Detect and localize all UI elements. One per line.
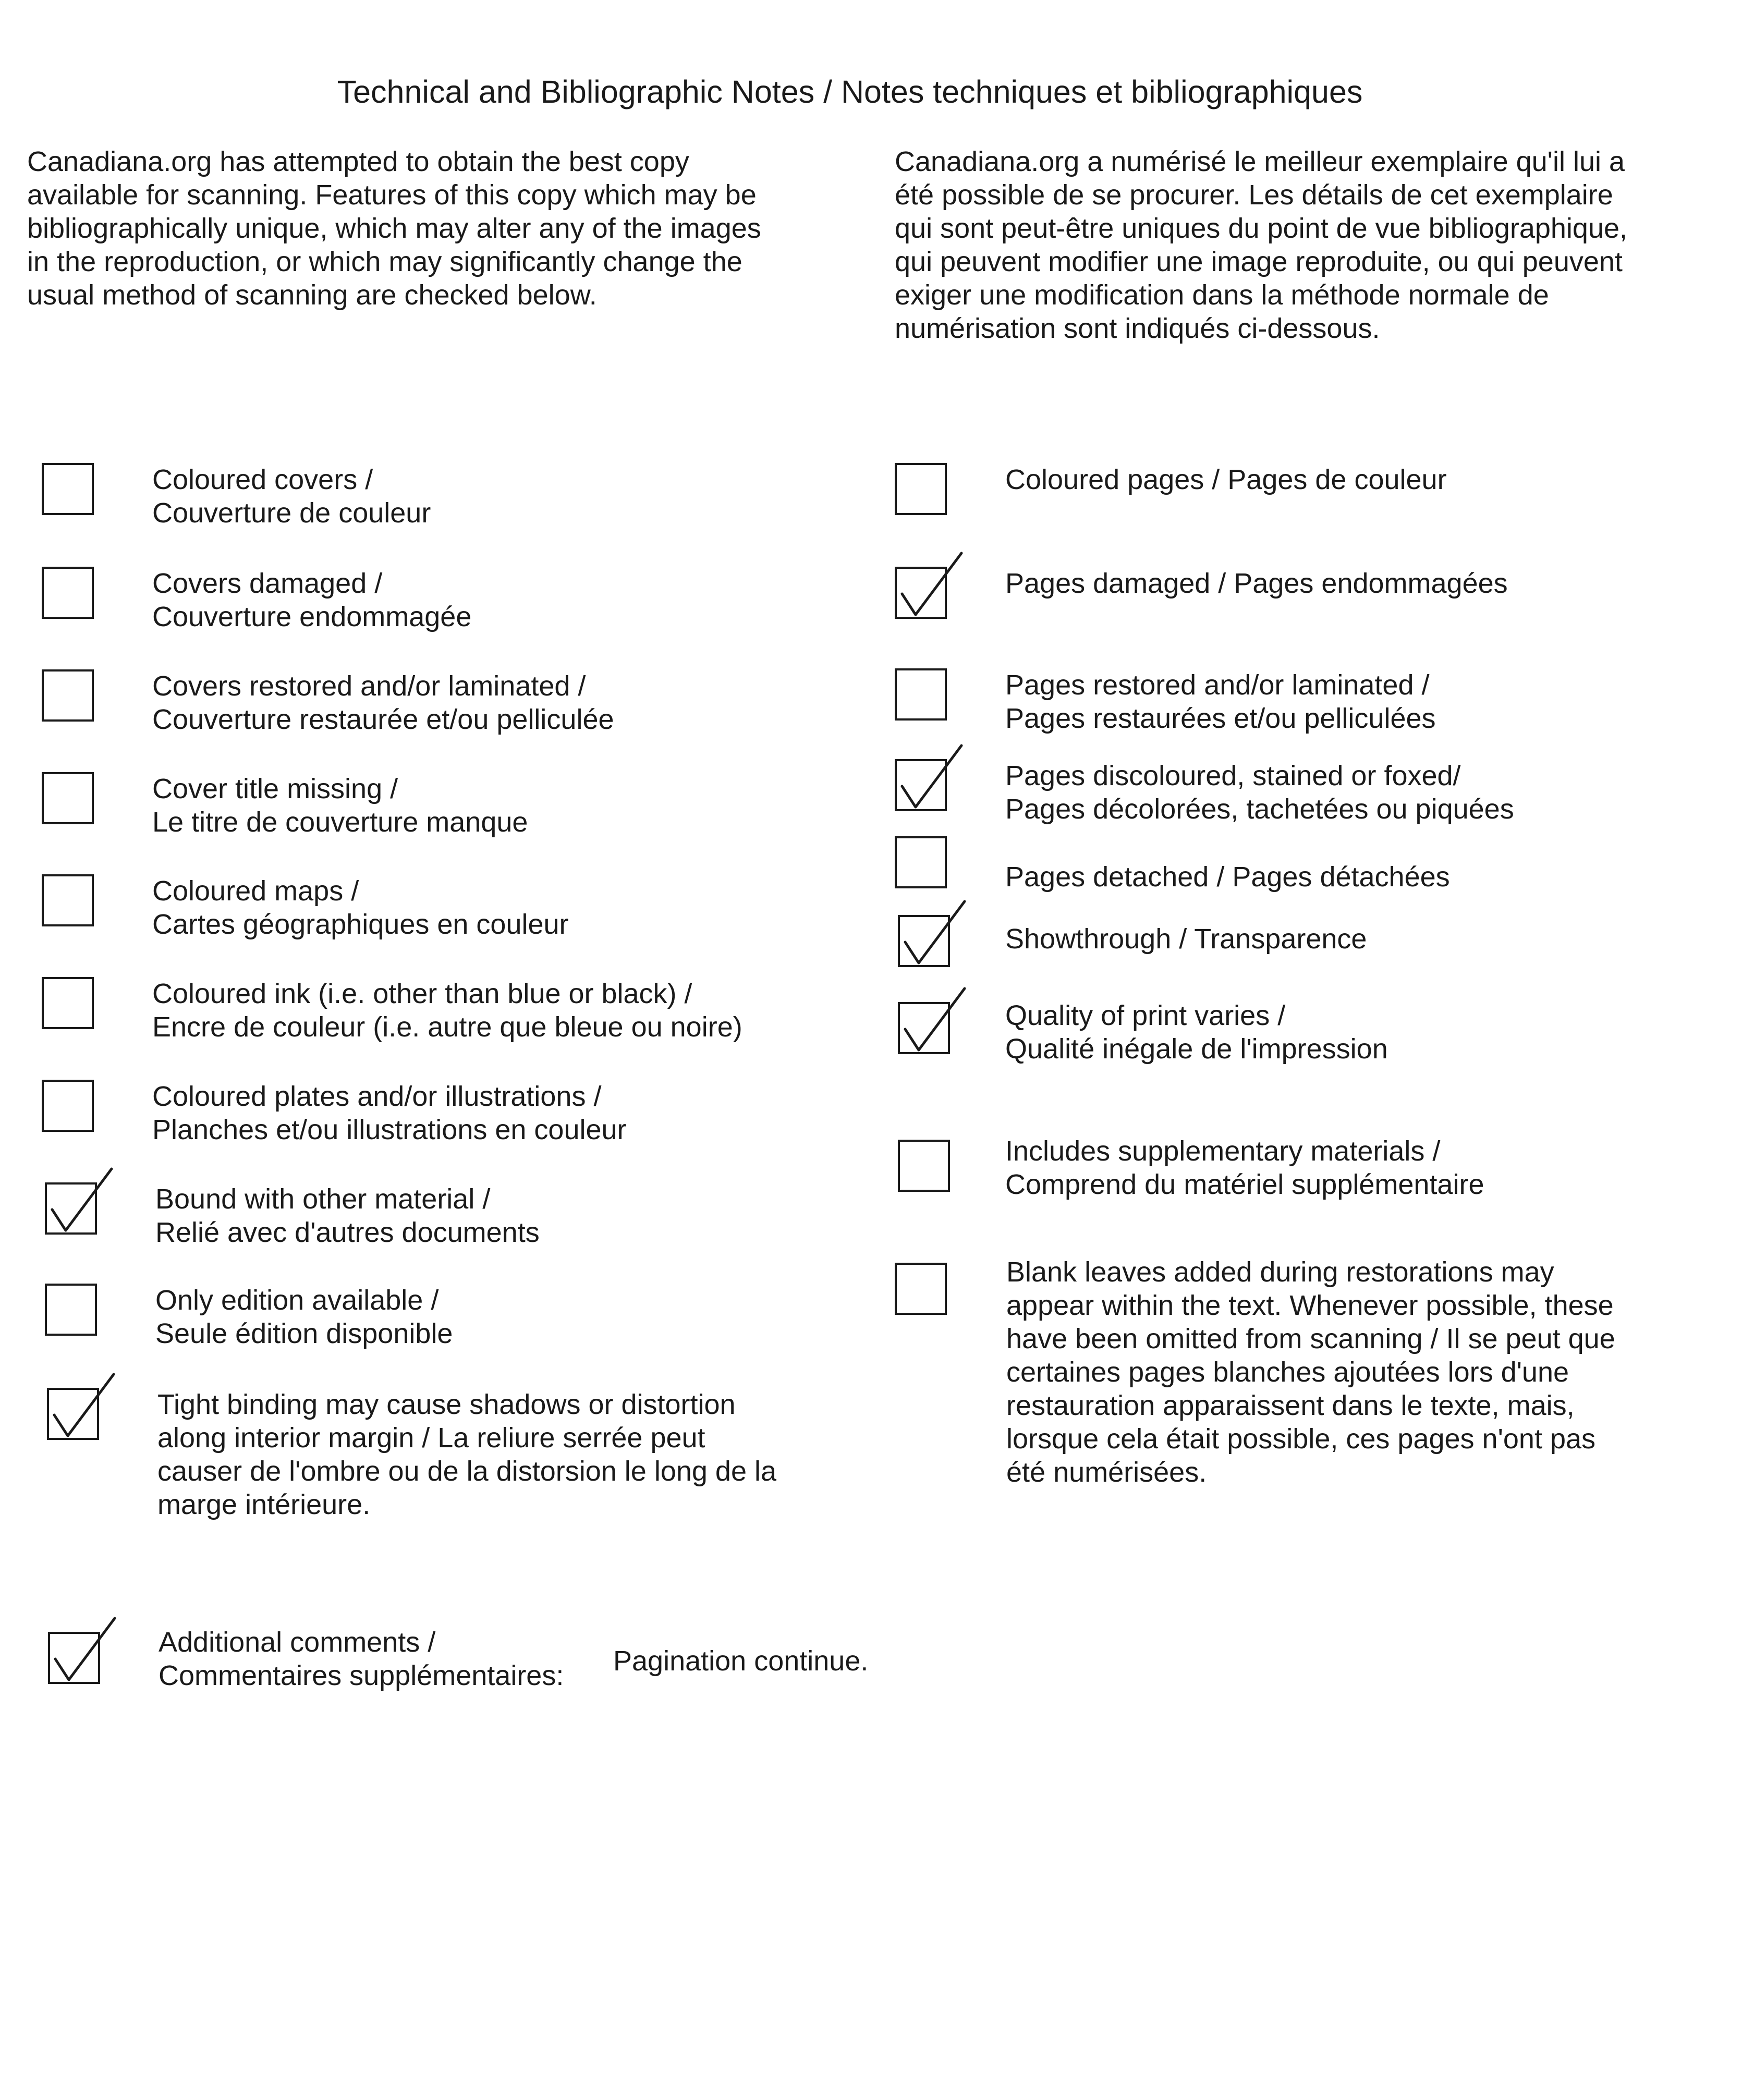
item-label: Pages discoloured, stained or foxed/ Pages décolorées, tachetées ou piquées [1005,760,1514,825]
checkbox[interactable] [42,1080,94,1132]
item-label: Pages restored and/or laminated / Pages restaurées et/ou pelliculées [1005,669,1436,734]
item-label: Includes supplementary materials / Comprend du matériel supplémentaire [1005,1136,1484,1200]
item-label: Covers damaged / Couverture endommagée [152,568,472,632]
checkbox[interactable] [895,1263,947,1315]
item-label: Blank leaves added during restorations may appear within the text. Whenever possible, these have been omitted from scanning / Il se peut que certaines pages blanches ajoutées lors d'une restauration apparaissent dans le texte, mais, lorsque cela était possible, ces pages n'ont pas été numérisées. [1006,1256,1615,1488]
item-label: Tight binding may cause shadows or distortion along interior margin / La reliure serrée peut causer de l'ombre ou de la distorsion le long de la marge intérieure. [157,1389,777,1520]
checkbox[interactable] [895,463,947,515]
intro-english: Canadiana.org has attempted to obtain the best copy available for scanning. Features of this copy which may be bibliographically unique, which may alter any of the images in the reproduction, or which may significantly change the usual method of scanning are checked below. [27,146,761,311]
checkbox[interactable] [45,1284,97,1336]
checkmark-icon [50,1371,118,1442]
item-label: Showthrough / Transparence [1005,923,1367,955]
item-label: Bound with other material / Relié avec d'autres documents [155,1183,540,1248]
item-label: Coloured plates and/or illustrations / Planches et/ou illustrations en couleur [152,1081,627,1145]
item-label: Coloured covers / Couverture de couleur [152,464,431,529]
checkbox[interactable] [895,836,947,888]
checkmark-icon [901,898,969,969]
checkbox[interactable] [898,1140,950,1192]
intro-french: Canadiana.org a numérisé le meilleur exemplaire qu'il lui a été possible de se procurer. Les détails de cet exemplaire qui sont peut-être uniques du point de vue bibliographique, qui peuvent modifier une image reproduite, ou qui peuvent exiger une modification dans la méthode normale de numérisation sont indiqués ci-dessous. [895,146,1628,344]
checkmark-icon [51,1615,119,1686]
checkmark-icon [898,550,966,621]
item-label: Pages detached / Pages détachées [1005,861,1450,893]
checkmark-icon [901,985,969,1056]
checkbox[interactable] [42,977,94,1029]
checkbox[interactable] [42,567,94,619]
item-label: Pages damaged / Pages endommagées [1005,568,1508,599]
item-label: Coloured pages / Pages de couleur [1005,464,1447,495]
item-label: Coloured ink (i.e. other than blue or black) / Encre de couleur (i.e. autre que bleue ou noire) [152,978,742,1043]
item-label: Additional comments / Commentaires supplémentaires: [159,1627,564,1691]
item-label: Coloured maps / Cartes géographiques en couleur [152,875,569,940]
checkbox[interactable] [42,874,94,926]
checkbox[interactable] [895,668,947,721]
item-label: Cover title missing / Le titre de couverture manque [152,773,528,838]
item-label: Quality of print varies / Qualité inégale de l'impression [1005,1000,1388,1065]
item-label: Covers restored and/or laminated / Couverture restaurée et/ou pelliculée [152,670,614,735]
checkmark-icon [898,742,966,813]
item-label: Only edition available / Seule édition disponible [155,1285,453,1349]
page-title: Technical and Bibliographic Notes / Notes techniques et bibliographiques [337,74,1363,109]
checkbox[interactable] [42,772,94,824]
checkbox[interactable] [42,463,94,515]
checkbox[interactable] [42,669,94,722]
checkmark-icon [48,1166,116,1237]
additional-comments-value: Pagination continue. [613,1645,869,1677]
